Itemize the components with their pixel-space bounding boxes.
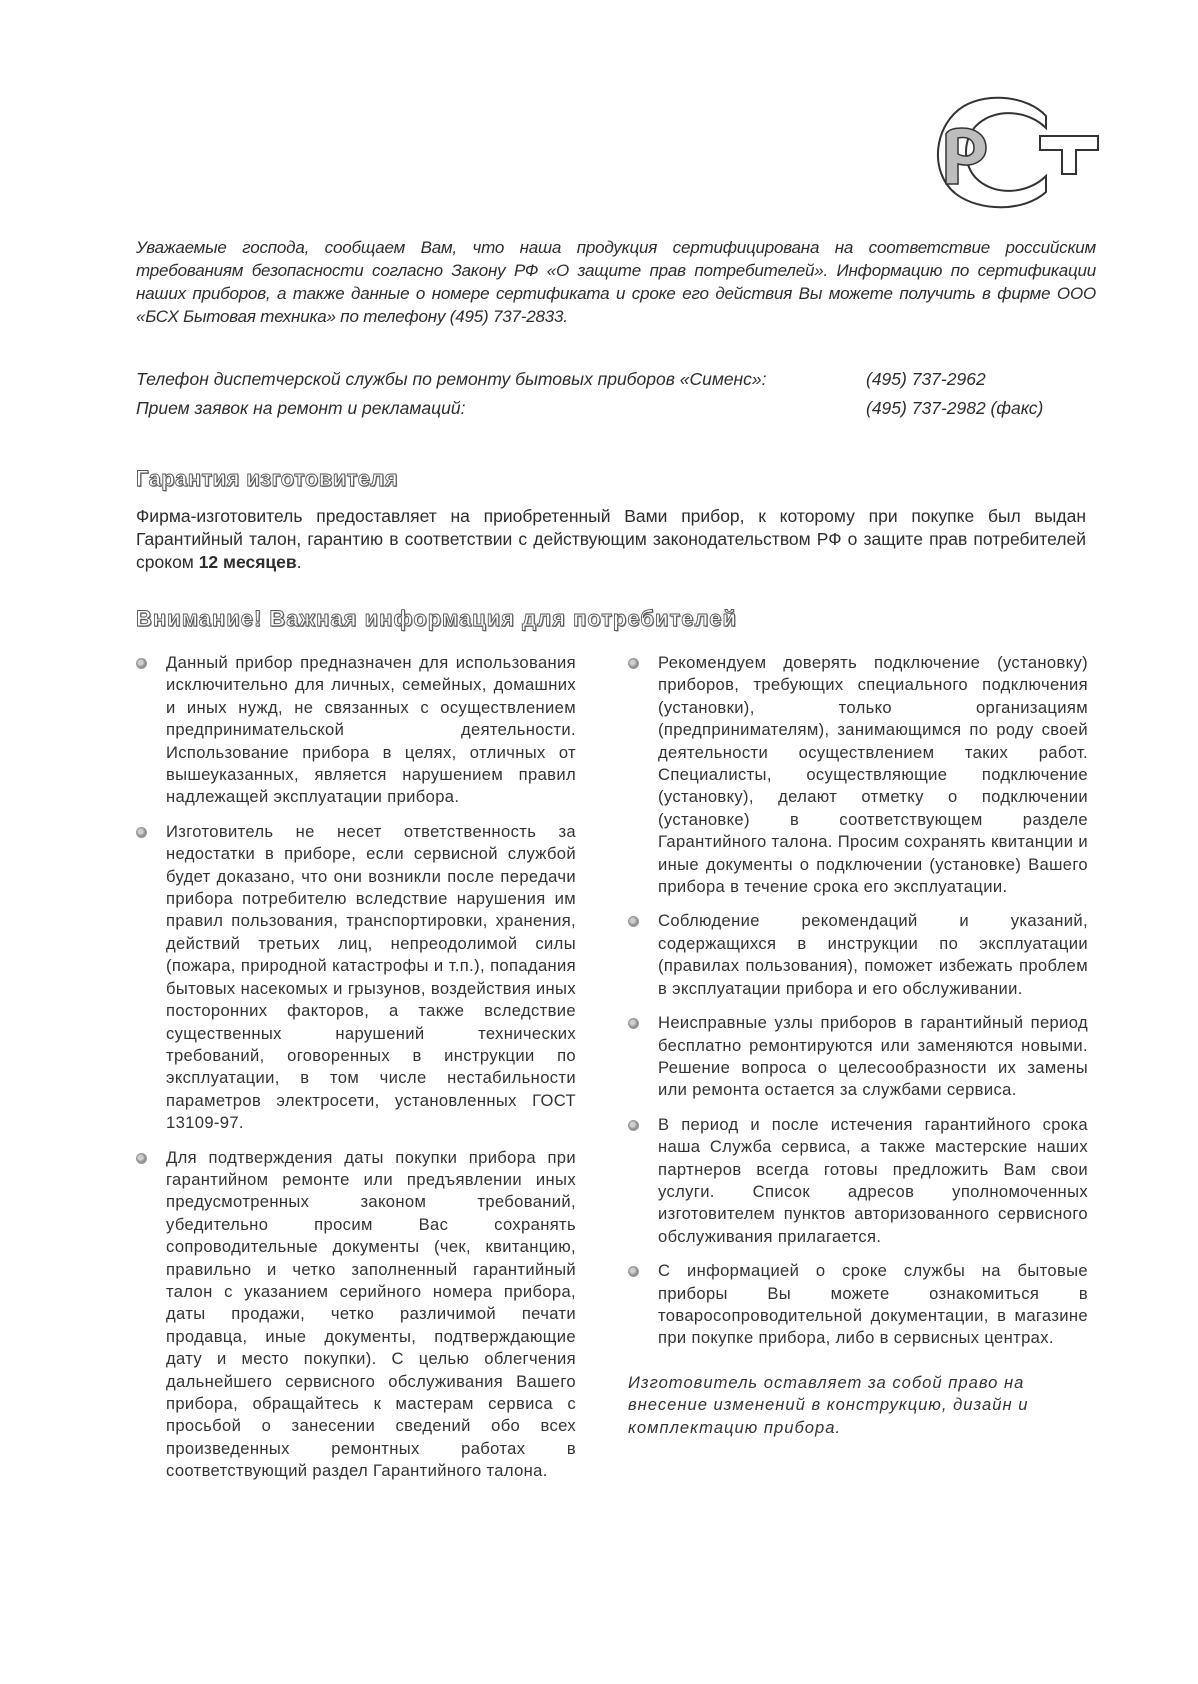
warranty-text (136, 505, 1086, 574)
info-item (628, 1260, 1088, 1350)
phone-number: (495) 737-2982 (факс) (866, 398, 1044, 418)
warranty-term: 12 месяцев (198, 552, 297, 572)
bullet-icon (628, 658, 639, 669)
info-item (136, 652, 576, 809)
info-item-text: Рекомендуем доверять подключение (установку) приборов, требующих специального подключения (установки), только организациям (предпринимателям), занимающимся по роду своей деятельности осуществлением таких работ. Специалисты, осуществляющие подключение (установку), делают отметку о подключении (установке) в соответствующем разделе Гарантийного талона. Просим сохранять квитанции и иные документы о подключении (установке) Вашего прибора в течение срока его эксплуатации. (658, 653, 1088, 897)
info-item (628, 910, 1088, 1000)
info-item-text: Изготовитель не несет ответственность за недостатки в приборе, если сервисной службой будет доказано, что они возникли после передачи прибора потребителю вследствие нарушения им правил пользования, транспортировки, хранения, действий третьих лиц, непреодолимой силы (пожара, природной катастрофы и т.п.), попадания бытовых насекомых и грызунов, воздействия иных посторонних факторов, а также вследствие существенных нарушений технических требований, оговоренных в инструкции по эксплуатации, в том числе нестабильности параметров электросети, установленных ГОСТ 13109-97. (166, 821, 576, 1133)
rst-certification-mark-icon (928, 88, 1100, 216)
phone-label: Прием заявок на ремонт и рекламаций: (136, 398, 466, 418)
phone-row-dispatch (136, 369, 1096, 398)
bullet-icon (628, 916, 639, 927)
info-item (136, 1147, 576, 1483)
service-phones (136, 369, 1096, 427)
info-column-left (136, 652, 576, 1495)
info-item-text: В период и после истечения гарантийного срока наша Служба сервиса, а также мастерские наших партнеров всегда готовы предложить Вам свои услуги. Список адресов уполномоченных изготовителем пунктов авторизованного сервисного обслуживания прилагается. (658, 1114, 1088, 1246)
info-item (136, 821, 576, 1135)
info-item-text: Данный прибор предназначен для использования исключительно для личных, семейных, домашних и иных нужд, не связанных с осуществлением предпринимательской деятельности. Использование прибора в целях, отличных от вышеуказанных, является нарушением правил надлежащей эксплуатации прибора. (166, 653, 576, 807)
info-item-text: Соблюдение рекомендаций и указаний, содержащихся в инструкции по эксплуатации (правилах пользования), поможет избежать проблем в эксплуатации прибора и его обслуживании. (658, 911, 1088, 998)
warranty-text-end: . (296, 552, 302, 572)
bullet-icon (628, 1018, 639, 1029)
info-item (628, 1114, 1088, 1248)
bullet-icon (628, 1120, 639, 1131)
bullet-icon (628, 1266, 639, 1277)
attention-heading: Внимание! Важная информация для потребителей (136, 606, 737, 631)
warranty-text-main: Фирма-изготовитель предоставляет на приобретенный Вами прибор, к которому при покупке был выдан Гарантийный талон, гарантию в соответствии с действующим законодательством РФ о защите прав потребителей сроком (136, 506, 1086, 572)
bullet-icon (136, 658, 147, 669)
phone-label: Телефон диспетчерской службы по ремонту бытовых приборов «Сименс»: (136, 369, 767, 389)
bullet-icon (136, 1153, 147, 1164)
info-column-right (628, 652, 1088, 1439)
phone-row-repair-requests (136, 398, 1096, 427)
info-item-text: Неисправные узлы приборов в гарантийный период бесплатно ремонтируются или заменяются новыми. Решение вопроса о целесообразности их замены или ремонта остается за службами сервиса. (658, 1013, 1088, 1100)
manufacturer-note: Изготовитель оставляет за собой право на внесение изменений в конструкцию, дизайн и комплектацию прибора. (628, 1372, 1029, 1437)
info-item-text: С информацией о сроке службы на бытовые приборы Вы можете ознакомиться в товаросопроводительной документации, в магазине при покупке прибора, либо в сервисных центрах. (658, 1261, 1088, 1348)
info-item (628, 1012, 1088, 1102)
phone-number: (495) 737-2962 (866, 369, 986, 389)
info-item-text: Для подтверждения даты покупки прибора при гарантийном ремонте или предъявлении иных предусмотренных законом требований, убедительно просим Вас сохранять сопроводительные документы (чек, квитанцию, правильно и четко заполненный гарантийный талон с указанием серийного номера прибора, даты продажи, четко различимой печати продавца, иные документы, подтверждающие дату и место покупки). С целью облегчения дальнейшего сервисного обслуживания Вашего прибора, обращайтесь к мастерам сервиса с просьбой о занесении сведений обо всех произведенных ремонтных работах в соответствующий раздел Гарантийного талона. (166, 1147, 576, 1481)
warranty-heading: Гарантия изготовителя (136, 466, 399, 491)
certification-notice: Уважаемые господа, сообщаем Вам, что наша продукция сертифицирована на соответствие российским требованиям безопасности согласно Закону РФ «О защите прав потребителей». Информацию по сертификации наших приборов, а также данные о номере сертификата и сроке его действия Вы можете получить в фирме ООО «БСХ Бытовая техника» по телефону (495) 737-2833. (136, 238, 1096, 326)
info-item (628, 652, 1088, 898)
bullet-icon (136, 827, 147, 838)
